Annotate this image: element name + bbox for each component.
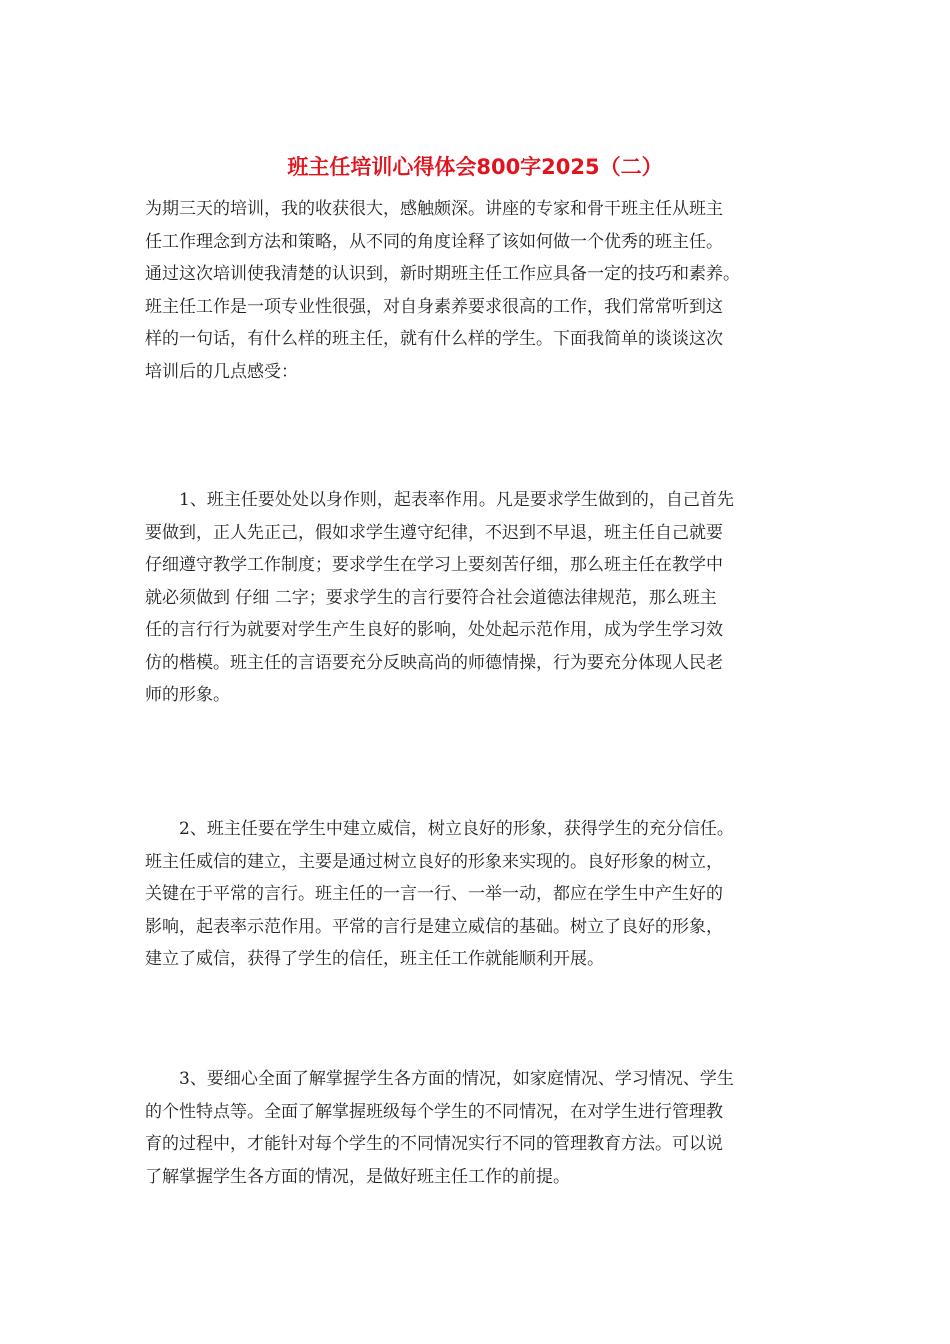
text-line: 通过这次培训使我清楚的认识到，新时期班主任工作应具备一定的技巧和素养。 <box>145 264 740 284</box>
document-title: 班主任培训心得体会800字2025（二） <box>287 155 663 179</box>
text-line: 关键在于平常的言行。班主任的一言一行、一举一动，都应在学生中产生好的 <box>145 884 723 904</box>
text-line: 为期三天的培训，我的收获很大，感触颇深。讲座的专家和骨干班主任从班主 <box>145 199 723 219</box>
text-line: 1、班主任要处处以身作则，起表率作用。凡是要求学生做到的，自己首先 <box>179 490 734 510</box>
text-line: 育的过程中，才能针对每个学生的不同情况实行不同的管理教育方法。可以说 <box>145 1134 723 1154</box>
text-line: 仿的楷模。班主任的言语要充分反映高尚的师德情操，行为要充分体现人民老 <box>145 652 723 673</box>
text-line: 就必须做到 仔细 二字；要求学生的言行要符合社会道德法律规范，那么班主 <box>145 587 717 608</box>
text-line: 样的一句话，有什么样的班主任，就有什么样的学生。下面我简单的谈谈这次 <box>145 329 723 349</box>
text-line: 培训后的几点感受： <box>145 361 298 382</box>
text-line: 2、班主任要在学生中建立威信，树立良好的形象，获得学生的充分信任。 <box>179 819 734 839</box>
paragraph-point-3 <box>145 1063 810 1193</box>
text-line: 了解掌握学生各方面的情况，是做好班主任工作的前提。 <box>145 1166 570 1187</box>
paragraph-point-1 <box>145 484 810 712</box>
text-line: 班主任威信的建立，主要是通过树立良好的形象来实现的。良好形象的树立， <box>145 851 723 872</box>
paragraph-point-2 <box>145 813 810 976</box>
paragraph-intro <box>145 193 810 388</box>
text-line: 任的言行行为就要对学生产生良好的影响，处处起示范作用，成为学生学习效 <box>145 620 723 640</box>
text-line: 影响，起表率示范作用。平常的言行是建立威信的基础。树立了良好的形象， <box>145 916 723 937</box>
text-line: 仔细遵守教学工作制度；要求学生在学习上要刻苦仔细，那么班主任在教学中 <box>145 555 723 575</box>
text-line: 班主任工作是一项专业性很强，对自身素养要求很高的工作，我们常常听到这 <box>145 296 723 317</box>
text-line: 建立了威信，获得了学生的信任，班主任工作就能顺利开展。 <box>145 949 604 969</box>
text-line: 3、要细心全面了解掌握学生各方面的情况，如家庭情况、学习情况、学生 <box>179 1069 734 1089</box>
text-line: 的个性特点等。全面了解掌握班级每个学生的不同情况，在对学生进行管理教 <box>145 1101 723 1122</box>
text-line: 要做到，正人先正己，假如求学生遵守纪律，不迟到不早退，班主任自己就要 <box>145 522 723 543</box>
text-line: 任工作理念到方法和策略，从不同的角度诠释了该如何做一个优秀的班主任。 <box>145 231 723 252</box>
text-line: 师的形象。 <box>145 685 230 705</box>
